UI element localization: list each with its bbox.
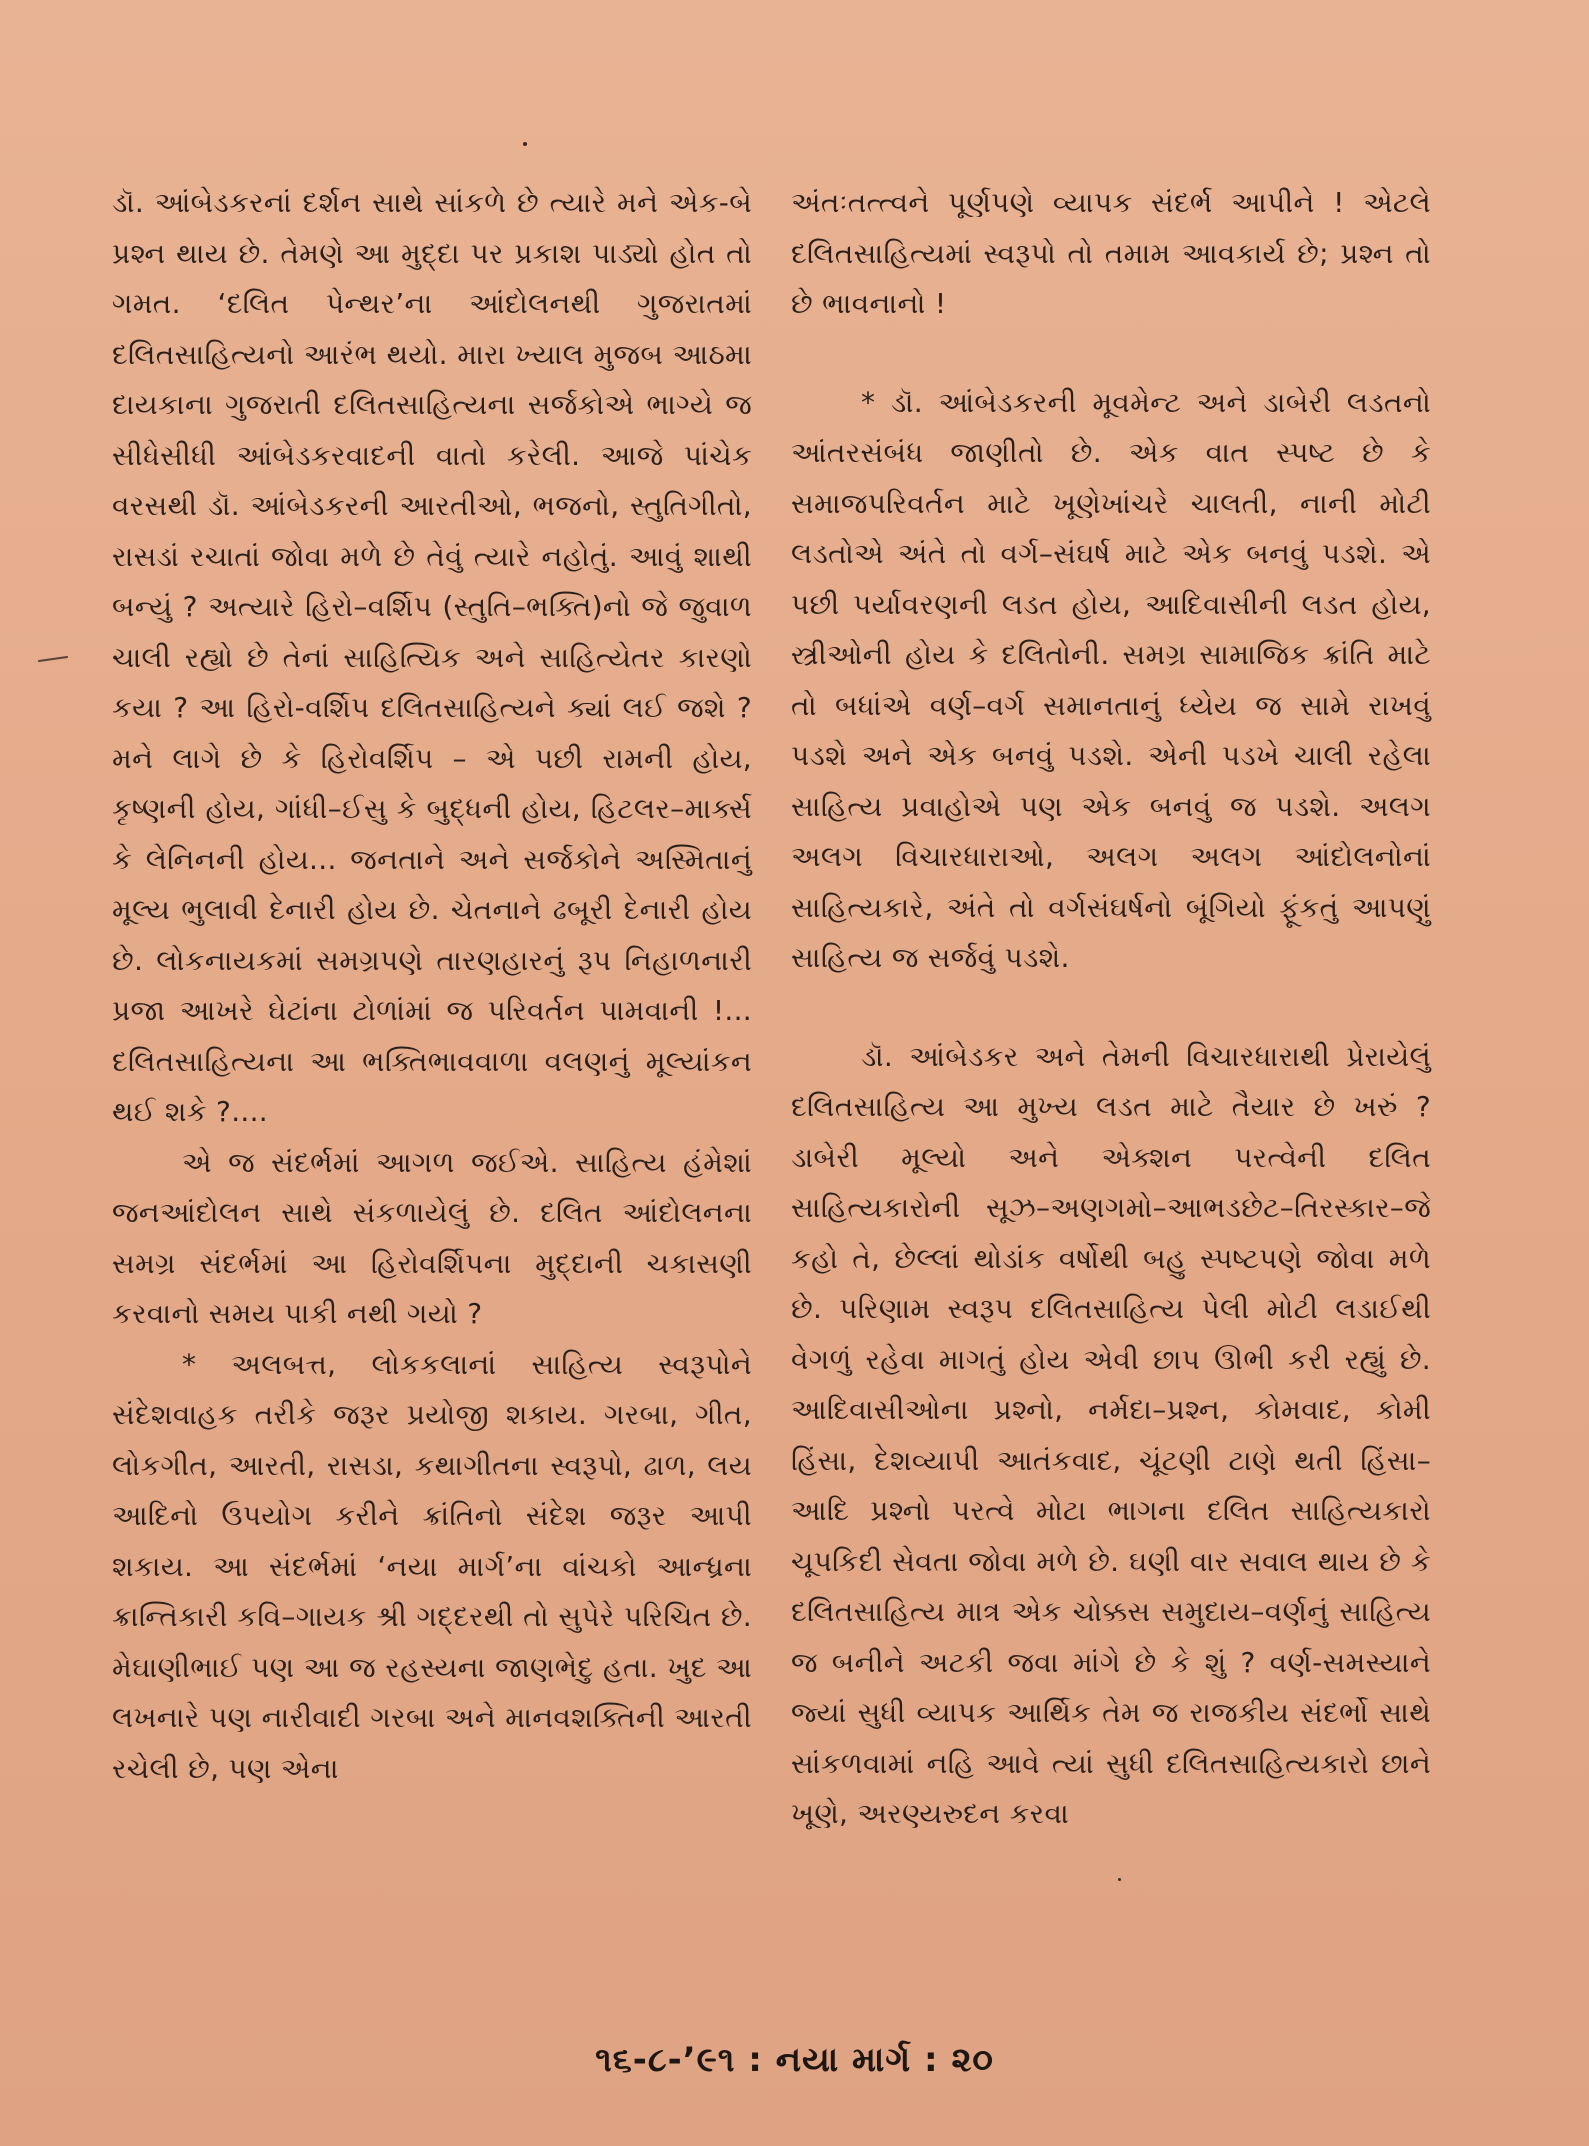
right-column [791, 178, 1431, 1840]
paper-speck [1118, 1878, 1121, 1881]
body-paragraph: એ જ સંદર્ભમાં આગળ જઈએ. સાહિત્ય હંમેશાં જનઆંદોલન સાથે સંકળાયેલું છે. દલિત આંદોલનના સમગ્ર સંદર્ભમાં આ હિરોવર્શિપના મુદ્દાની ચકાસણી કરવાનો સમય પાકી નથી ગયો ? [112, 1145, 752, 1330]
page-footer: ૧૬-૮-’૯૧ : નયા માર્ગ : ૨૦ [595, 2040, 994, 2080]
paper-speck [523, 142, 527, 146]
body-paragraph: * અલબત્ત, લોકકલાનાં સાહિત્ય સ્વરૂપોને સંદેશવાહક તરીકે જરૂર પ્રયોજી શકાય. ગરબા, ગીત, લોકગીત, આરતી, રાસડા, કથાગીતના સ્વરૂપો, ઢાળ, લય આદિનો ઉપયોગ કરીને ક્રાંતિનો સંદેશ જરૂર આપી શકાય. આ સંદર્ભમાં ‘નયા માર્ગ’ના વાંચકો આન્ધ્રના ક્રાન્તિકારી કવિ–ગાયક શ્રી ગદ્દરથી તો સુપેરે પરિચિત છે. મેઘાણીભાઈ પણ આ જ રહસ્યના જાણભેદુ હતા. ખુદ આ લખનારે પણ નારીવાદી ગરબા અને માનવશક્તિની આરતી રચેલી છે, પણ એના [112, 1347, 752, 1785]
margin-pencil-mark [38, 656, 68, 662]
body-paragraph: અંતઃતત્ત્વને પૂર્ણપણે વ્યાપક સંદર્ભ આપીને ! એટલે દલિતસાહિત્યમાં સ્વરૂપો તો તમામ આવકાર્ય છે; પ્રશ્ન તો છે ભાવનાનો ! [791, 186, 1431, 320]
body-paragraph: * ડૉ. આંબેડકરની મૂવમેન્ટ અને ડાબેરી લડતનો આંતરસંબંધ જાણીતો છે. એક વાત સ્પષ્ટ છે કે સમાજપરિવર્તન માટે ખૂણેખાંચરે ચાલતી, નાની મોટી લડતોએ અંતે તો વર્ગ–સંઘર્ષ માટે એક બનવું પડશે. એ પછી પર્યાવરણની લડત હોય, આદિવાસીની લડત હોય, સ્ત્રીઓની હોય કે દલિતોની. સમગ્ર સામાજિક ક્રાંતિ માટે તો બધાંએ વર્ણ–વર્ગ સમાનતાનું ધ્યેય જ સામે રાખવું પડશે અને એક બનવું પડશે. એની પડખે ચાલી રહેલા સાહિત્ય પ્રવાહોએ પણ એક બનવું જ પડશે. અલગ અલગ વિચારધારાઓ, અલગ અલગ આંદોલનોનાં સાહિત્યકારે, અંતે તો વર્ગસંઘર્ષનો બૂંગિયો ફૂંકતું આપણું સાહિત્ય જ સર્જવું પડશે. [791, 385, 1431, 974]
body-paragraph: ડૉ. આંબેડકર અને તેમની વિચારધારાથી પ્રેરાયેલું દલિતસાહિત્ય આ મુખ્ય લડત માટે તૈયાર છે ખરું ? ડાબેરી મૂલ્યો અને એક્શન પરત્વેની દલિત સાહિત્યકારોની સૂઝ–અણગમો–આભડછેટ–તિરસ્કાર–જે કહો તે, છેલ્લાં થોડાંક વર્ષોથી બહુ સ્પષ્ટપણે જોવા મળે છે. પરિણામ સ્વરૂપ દલિતસાહિત્ય પેલી મોટી લડાઈથી વેગળું રહેવા માગતું હોય એવી છાપ ઊભી કરી રહ્યું છે. આદિવાસીઓના પ્રશ્નો, નર્મદા–પ્રશ્ન, કોમવાદ, કોમી હિંસા, દેશવ્યાપી આતંકવાદ, ચૂંટણી ટાણે થતી હિંસા–આદિ પ્રશ્નો પરત્વે મોટા ભાગના દલિત સાહિત્યકારો ચૂપકિદી સેવતા જોવા મળે છે. ઘણી વાર સવાલ થાય છે કે દલિતસાહિત્ય માત્ર એક ચોક્કસ સમુદાય–વર્ણનું સાહિત્ય જ બનીને અટકી જવા માંગે છે કે શું ? વર્ણ-સમસ્યાને જ્યાં સુધી વ્યાપક આર્થિક તેમ જ રાજકીય સંદર્ભો સાથે સાંકળવામાં નહિ આવે ત્યાં સુધી દલિતસાહિત્યકારો છાને ખૂણે, અરણ્યરુદન કરવા [791, 1039, 1431, 1830]
body-paragraph: ડૉ. આંબેડકરનાં દર્શન સાથે સાંકળે છે ત્યારે મને એક-બે પ્રશ્ન થાય છે. તેમણે આ મુદ્દા પર પ્રકાશ પાડ્યો હોત તો ગમત. ‘દલિત પેન્થર’ના આંદોલનથી ગુજરાતમાં દલિતસાહિત્યનો આરંભ થયો. મારા ખ્યાલ મુજબ આઠમા દાયકાના ગુજરાતી દલિતસાહિત્યના સર્જકોએ ભાગ્યે જ સીધેસીધી આંબેડકરવાદની વાતો કરેલી. આજે પાંચેક વરસથી ડૉ. આંબેડકરની આરતીઓ, ભજનો, સ્તુતિગીતો, રાસડાં રચાતાં જોવા મળે છે તેવું ત્યારે નહોતું. આવું શાથી બન્યું ? અત્યારે હિરો–વર્શિપ (સ્તુતિ–ભક્તિ)નો જે જુવાળ ચાલી રહ્યો છે તેનાં સાહિત્યિક અને સાહિત્યેતર કારણો કયા ? આ હિરો-વર્શિપ દલિતસાહિત્યને ક્યાં લઈ જશે ? મને લાગે છે કે હિરોવર્શિપ – એ પછી રામની હોય, કૃષ્ણની હોય, ગાંધી–ઈસુ કે બુદ્ધની હોય, હિટલર–માર્ક્સ કે લેનિનની હોય... જનતાને અને સર્જકોને અસ્મિતાનું મૂલ્ય ભુલાવી દેનારી હોય છે. ચેતનાને ઢબૂરી દેનારી હોય છે. લોકનાયકમાં સમગ્રપણે તારણહારનું રૂપ નિહાળનારી પ્રજા આખરે ઘેટાંના ટોળાંમાં જ પરિવર્તન પામવાની !... દલિતસાહિત્યના આ ભક્તિભાવવાળા વલણનું મૂલ્યાંકન થઈ શકે ?.... [112, 186, 752, 1128]
left-column [112, 178, 752, 1794]
